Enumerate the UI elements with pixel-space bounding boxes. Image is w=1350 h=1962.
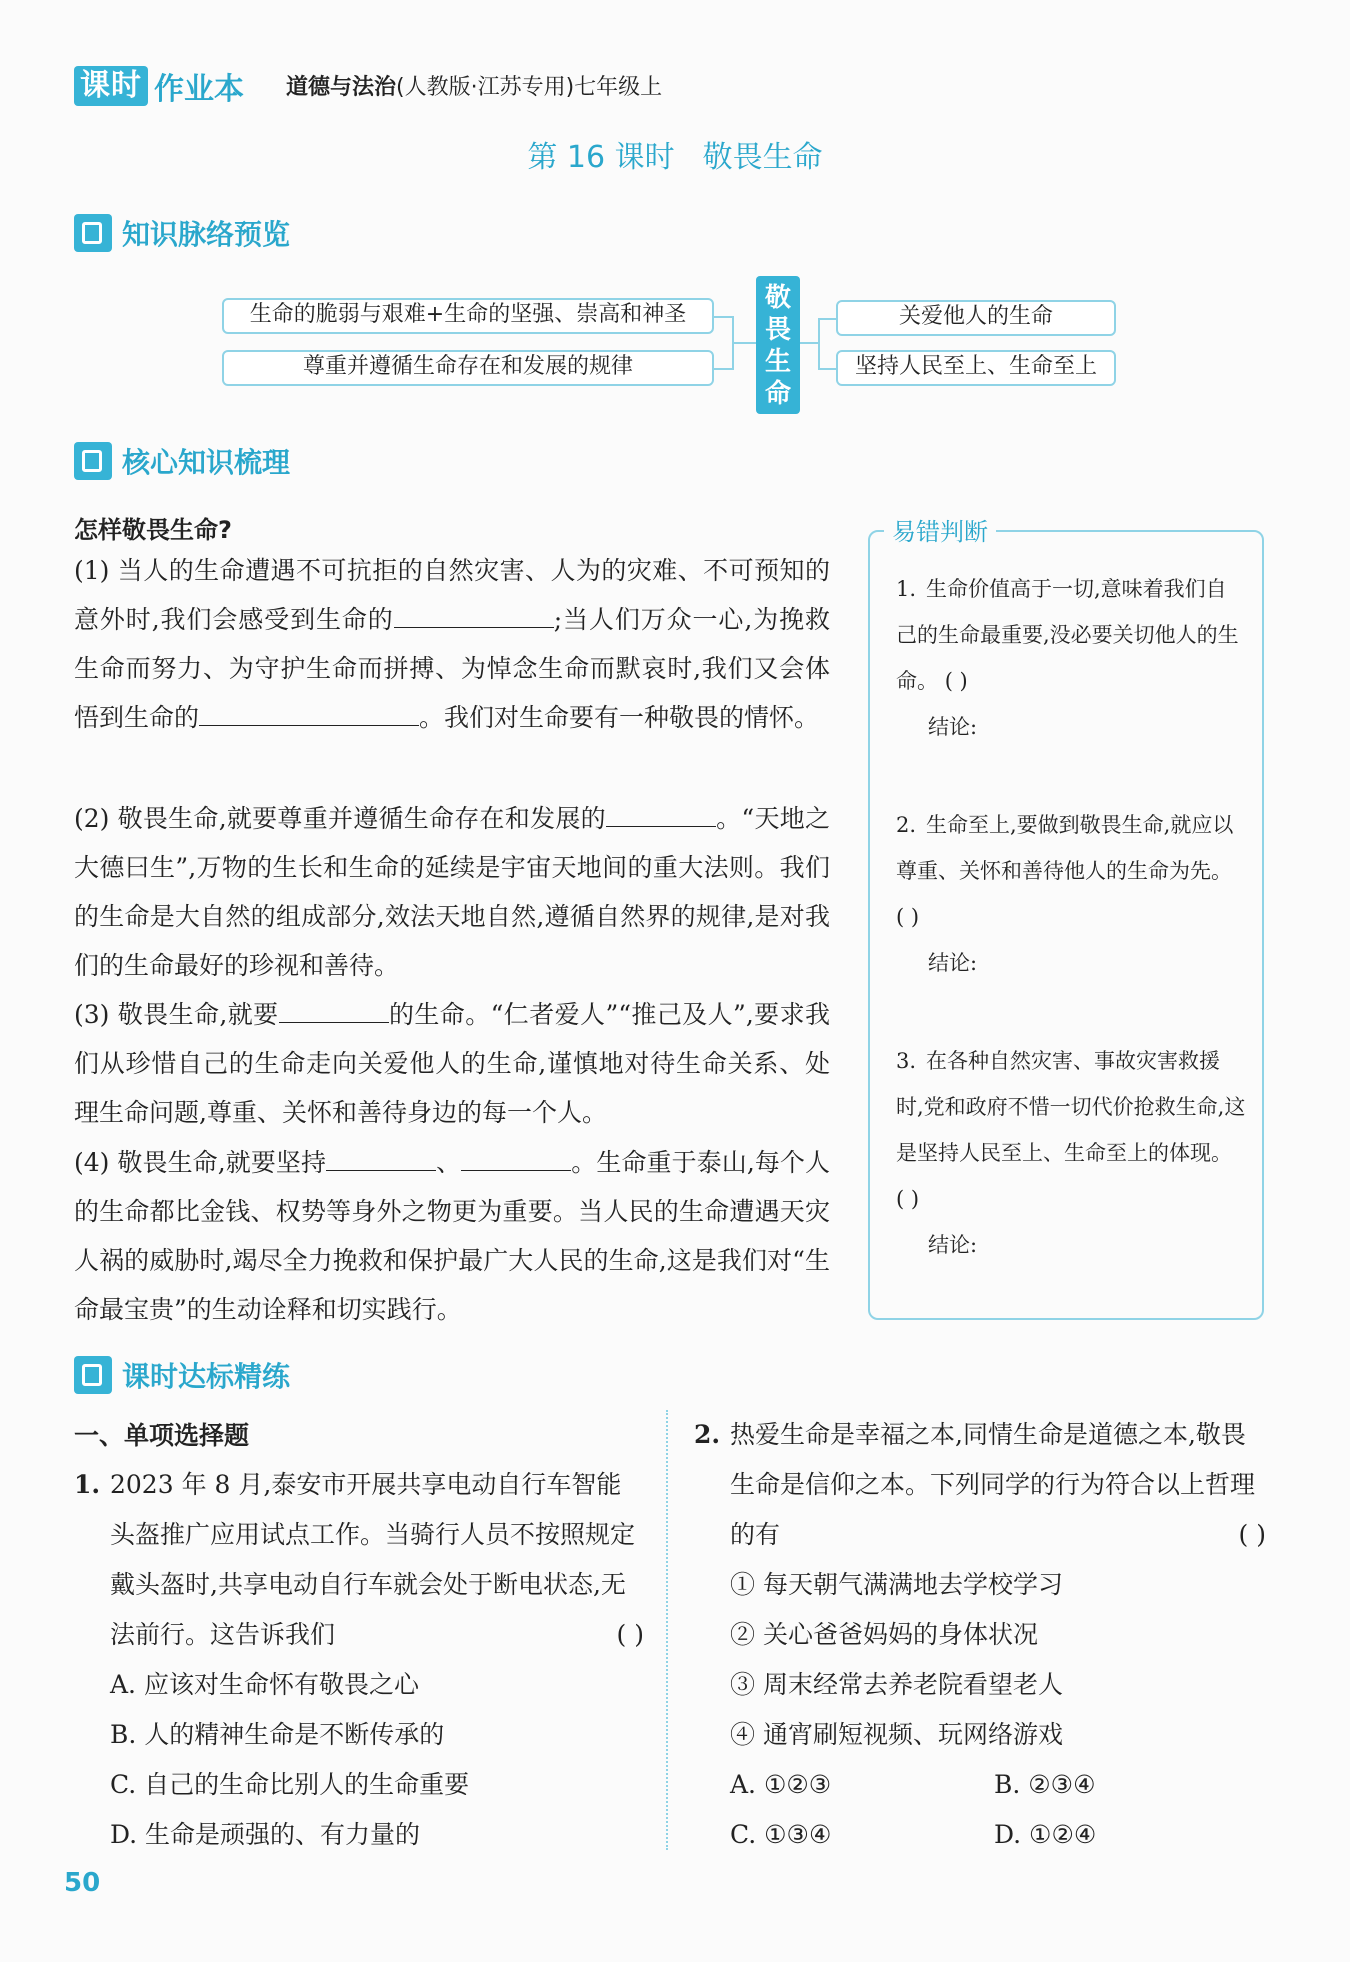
error-judgement-title: 易错判断 xyxy=(884,512,996,547)
p4-part-2: 、 xyxy=(436,1148,462,1177)
mindmap-left-2: 尊重并遵循生命存在和发展的规律 xyxy=(222,350,714,386)
statement-1: ① 每天朝气满满地去学校学习 xyxy=(730,1570,1063,1599)
option-b[interactable]: B. 人的精神生命是不断传承的 xyxy=(110,1720,445,1749)
statement-3: ③ 周末经常去养老院看望老人 xyxy=(730,1670,1063,1699)
question-1 xyxy=(74,1460,644,1860)
exercise-section-title: 一、单项选择题 xyxy=(74,1421,250,1450)
p1-part-3: 。我们对生命要有一种敬畏的情怀。 xyxy=(419,703,820,732)
section-core-header xyxy=(74,440,290,482)
option-c[interactable]: C. ①③④ xyxy=(730,1820,832,1849)
answer-paren[interactable]: ( ) xyxy=(896,1187,920,1211)
question-2 xyxy=(694,1410,1266,1860)
mindmap-left-1: 生命的脆弱与艰难+生命的坚强、崇高和神圣 xyxy=(222,298,714,334)
section-practice-header xyxy=(74,1354,290,1396)
answer-paren[interactable]: ( ) xyxy=(1238,1520,1266,1549)
logo-text: 作业本 xyxy=(154,72,244,107)
section-overview-title: 知识脉络预览 xyxy=(122,218,291,251)
section-overview-header xyxy=(74,212,290,254)
option-d[interactable]: D. ①②④ xyxy=(994,1820,1097,1849)
p4-part-3: 。生命重于泰山,每个人的生命都比金钱、权势等身外之物更为重要。当人民的生命遭遇天灾人祸的威胁时,竭尽全力挽救和保护最广大人民的生命,这是我们对“生命最宝贵”的生动诠释和切实践行。 xyxy=(74,1148,830,1324)
statement-2: ② 关心爸爸妈妈的身体状况 xyxy=(730,1620,1038,1649)
fill-blank[interactable] xyxy=(394,601,554,628)
brand-logo xyxy=(74,66,244,106)
p2-part-1: (2) 敬畏生命,就要尊重并遵循生命存在和发展的 xyxy=(74,804,606,833)
core-paragraph-3 xyxy=(74,990,830,1137)
p1-part-1: (1) 当人的生命遭遇不可抗拒的自然灾害、人为的灾难、不可预知的意外时,我们会感受到生命的 xyxy=(74,556,830,634)
fill-blank[interactable] xyxy=(326,1144,436,1171)
answer-paren[interactable]: ( ) xyxy=(616,1620,644,1649)
answer-paren[interactable]: ( ) xyxy=(896,905,920,929)
subject-name: 道德与法治 xyxy=(286,75,397,100)
core-question: 怎样敬畏生命? xyxy=(74,516,232,544)
conclusion-label: 结论: xyxy=(928,951,978,975)
lesson-number: 第 16 课时 xyxy=(527,140,675,175)
mindmap-right-1: 关爱他人的生命 xyxy=(836,300,1116,336)
option-d[interactable]: D. 生命是顽强的、有力量的 xyxy=(110,1820,421,1849)
question-2-number: 2. xyxy=(694,1420,721,1449)
mindmap-right-2: 坚持人民至上、生命至上 xyxy=(836,350,1116,386)
checkbox-icon xyxy=(74,442,112,480)
column-divider xyxy=(666,1410,668,1850)
conclusion-label: 结论: xyxy=(928,715,978,739)
mindmap-center: 敬畏生命 xyxy=(756,276,800,414)
judgement-item-1: 1. 生命价值高于一切,意味着我们自己的生命最重要,没必要关切他人的生命。 ( ) 结论: xyxy=(896,566,1246,750)
fill-blank[interactable] xyxy=(199,699,419,726)
lesson-name: 敬畏生命 xyxy=(702,140,823,175)
fill-blank[interactable] xyxy=(606,800,716,827)
pencil-icon xyxy=(74,1356,112,1394)
question-1-stem: 2023 年 8 月,泰安市开展共享电动自行车智能头盔推广应用试点工作。当骑行人员不按照规定戴头盔时,共享电动自行车就会处于断电状态,无法前行。这告诉我们 xyxy=(110,1470,636,1649)
core-paragraph-4 xyxy=(74,1138,830,1334)
p4-part-1: (4) 敬畏生命,就要坚持 xyxy=(74,1148,327,1177)
question-1-number: 1. xyxy=(74,1470,101,1499)
option-a[interactable]: A. ①②③ xyxy=(730,1770,832,1799)
judgement-item-3: 3. 在各种自然灾害、事故灾害救援时,党和政府不惜一切代价抢救生命,这是坚持人民至上、生命至上的体现。 ( ) 结论: xyxy=(896,1038,1246,1268)
book-stack-icon xyxy=(74,214,112,252)
option-a[interactable]: A. 应该对生命怀有敬畏之心 xyxy=(110,1670,419,1699)
fill-blank[interactable] xyxy=(461,1144,571,1171)
subject-line xyxy=(286,70,662,101)
logo-box: 课时 xyxy=(74,66,148,106)
option-b[interactable]: B. ②③④ xyxy=(994,1770,1096,1799)
page-number: 50 xyxy=(64,1868,101,1898)
p1-part-2: ;当人们万众一心,为挽救生命而努力、为守护生命而拼搏、为悼念生命而默哀时,我们又会体悟到生命的 xyxy=(74,605,830,732)
fill-blank[interactable] xyxy=(279,996,389,1023)
section-core-title: 核心知识梳理 xyxy=(122,446,291,479)
subject-edition: (人教版·江苏专用)七年级上 xyxy=(396,75,663,100)
section-practice-title: 课时达标精练 xyxy=(122,1360,291,1393)
p3-part-1: (3) 敬畏生命,就要 xyxy=(74,1000,279,1029)
judgement-item-2: 2. 生命至上,要做到敬畏生命,就应以尊重、关怀和善待他人的生命为先。 ( ) 结论: xyxy=(896,802,1246,986)
statement-4: ④ 通宵刷短视频、玩网络游戏 xyxy=(730,1720,1063,1749)
p2-part-2: 。“天地之大德曰生”,万物的生长和生命的延续是宇宙天地间的重大法则。我们的生命是大自然的组成部分,效法天地自然,遵循自然界的规律,是对我们的生命最好的珍视和善待。 xyxy=(74,804,830,980)
core-paragraph-2 xyxy=(74,794,830,990)
p3-part-2: 的生命。“仁者爱人”“推己及人”,要求我们从珍惜自己的生命走向关爱他人的生命,谨慎地对待生命关系、处理生命问题,尊重、关怀和善待身边的每一个人。 xyxy=(74,1000,830,1127)
option-c[interactable]: C. 自己的生命比别人的生命重要 xyxy=(110,1770,470,1799)
question-2-stem: 热爱生命是幸福之本,同情生命是道德之本,敬畏生命是信仰之本。下列同学的行为符合以上哲理的有 xyxy=(730,1420,1256,1549)
lesson-title xyxy=(0,132,1350,176)
core-paragraph-1 xyxy=(74,546,830,742)
conclusion-label: 结论: xyxy=(928,1233,978,1257)
answer-paren[interactable]: ( ) xyxy=(944,669,968,693)
